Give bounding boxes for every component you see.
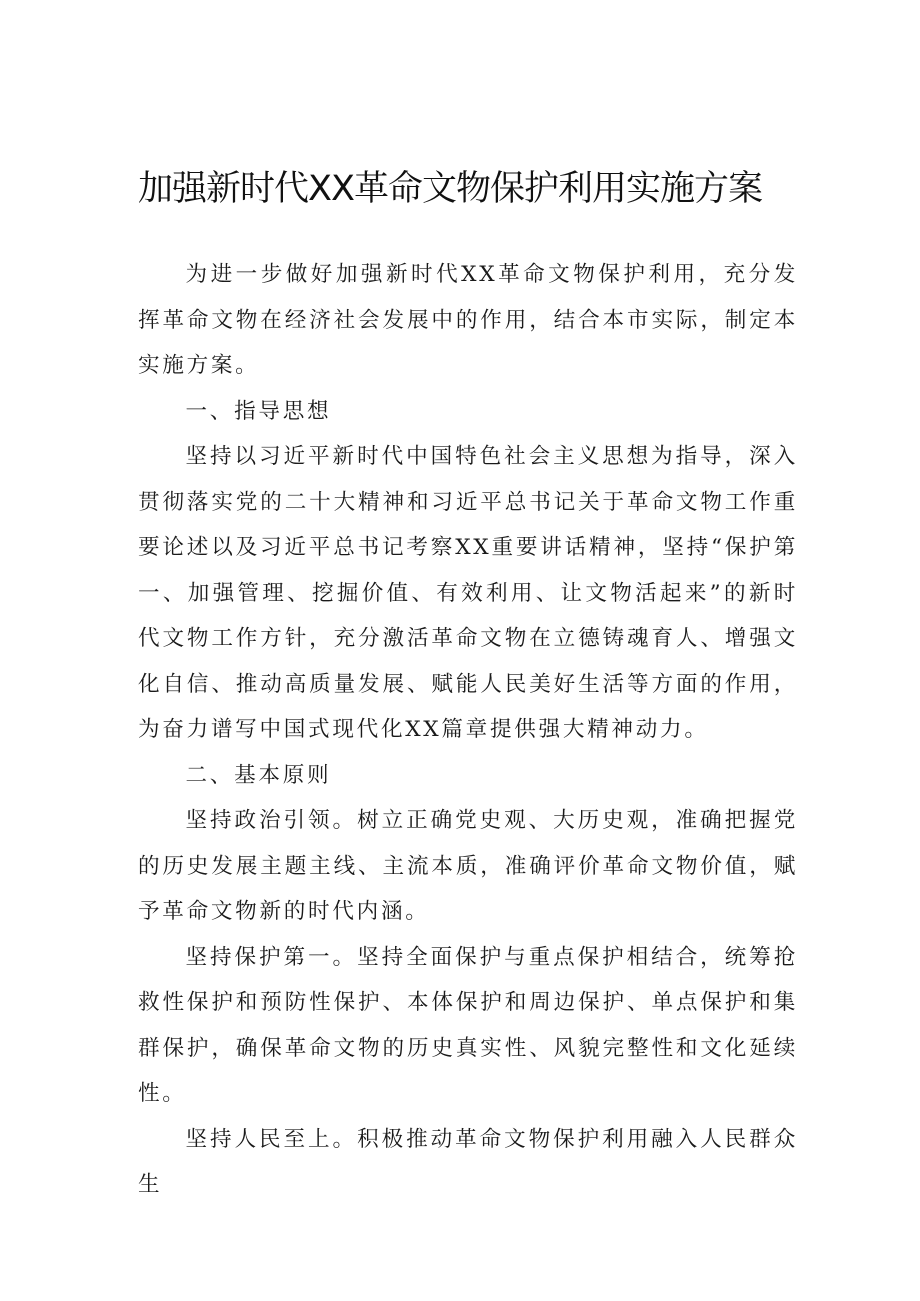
guiding-ideology-paragraph: 坚持以习近平新时代中国特色社会主义思想为指导，深入贯彻落实党的二十大精神和习近平总书记关于革命文物工作重要论述以及习近平总书记考察XX重要讲话精神，坚持“保护第一、加强管理、挖掘价值、有效利用、让文物活起来”的新时代文物工作方针，充分激活革命文物在立德铸魂育人、增强文化自信、推动高质量发展、赋能人民美好生活等方面的作用，为奋力谱写中国式现代化XX篇章提供强大精神动力。 [138, 444, 798, 742]
document-body [138, 252, 798, 1208]
principle-political-guidance-paragraph: 坚持政治引领。树立正确党史观、大历史观，准确把握党的历史发展主题主线、主流本质，准确评价革命文物价值，赋予革命文物新的时代内涵。 [138, 808, 798, 924]
intro-paragraph: 为进一步做好加强新时代XX革命文物保护利用，充分发挥革命文物在经济社会发展中的作用，结合本市实际，制定本实施方案。 [138, 262, 798, 378]
section-heading-guiding-ideology: 一、指导思想 [185, 398, 332, 424]
principle-people-first-paragraph: 坚持人民至上。积极推动革命文物保护利用融入人民群众生 [138, 1126, 798, 1197]
principle-protection-first-paragraph: 坚持保护第一。坚持全面保护与重点保护相结合，统筹抢救性保护和预防性保护、本体保护和周边保护、单点保护和集群保护，确保革命文物的历史真实性、风貌完整性和文化延续性。 [138, 944, 798, 1106]
document-title: 加强新时代XX革命文物保护利用实施方案 [138, 169, 762, 209]
section-heading-basic-principles: 二、基本原则 [185, 762, 332, 788]
